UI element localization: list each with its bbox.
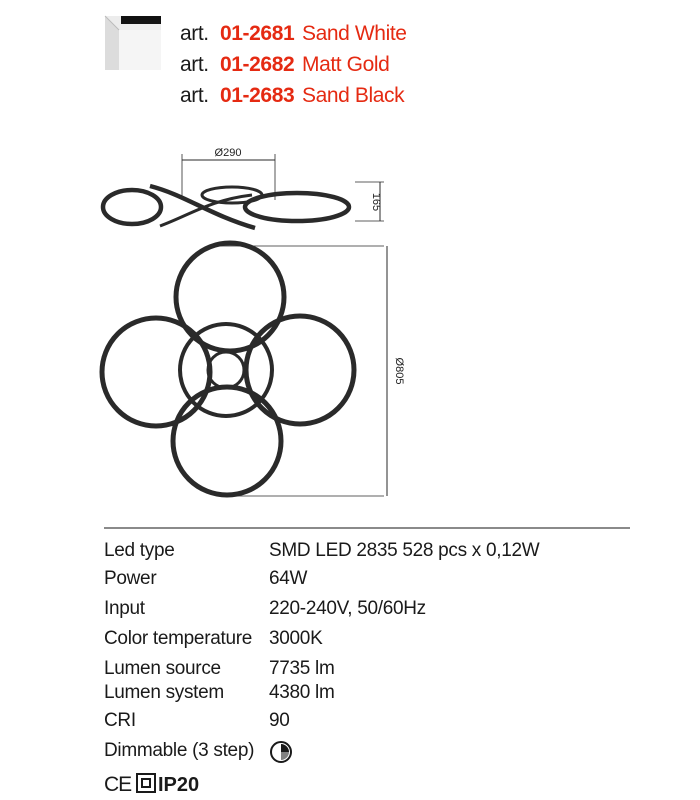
double-insulation-icon [137,774,155,792]
dimension-width-label: Ø290 [214,147,242,159]
section-divider [104,527,630,529]
technical-drawing [95,140,415,505]
spec-value: 220-240V, 50/60Hz [269,598,426,619]
spec-value: 7735 lm [269,658,335,679]
spec-label: Led type [104,540,175,561]
spec-value: 4380 lm [269,682,335,703]
side-view [103,154,384,228]
ce-mark: CE [104,773,132,796]
spec-value: 64W [269,568,308,589]
article-row [180,18,510,49]
top-view [102,243,387,496]
spec-label: Power [104,568,157,589]
ceiling-mount-icon [103,12,163,74]
certification-marks [104,770,224,796]
spec-value: 3000K [269,628,323,649]
spec-value: 90 [269,710,290,731]
spec-label: Color temperature [104,628,253,649]
spec-value: SMD LED 2835 528 pcs x 0,12W [269,540,540,561]
spec-label: Lumen source [104,658,221,679]
article-code: 01-2681 [220,22,295,45]
dimension-height-label: 165 [370,192,382,212]
article-color: Sand Black [302,84,405,107]
dimension-diameter-label: Ø805 [393,357,405,385]
spec-label: Input [104,598,145,619]
article-code: 01-2682 [220,53,295,76]
ip-rating: IP20 [158,774,200,796]
article-prefix: art. [180,84,209,107]
article-color: Sand White [302,22,407,45]
dimmable-icon [269,740,293,764]
article-list [180,18,510,111]
spec-label: CRI [104,710,136,731]
spec-label: Dimmable (3 step) [104,740,255,761]
article-row [180,49,510,80]
article-row [180,80,510,111]
article-code: 01-2683 [220,84,295,107]
spec-label: Lumen system [104,682,224,703]
article-prefix: art. [180,22,209,45]
article-color: Matt Gold [302,53,390,76]
article-prefix: art. [180,53,209,76]
